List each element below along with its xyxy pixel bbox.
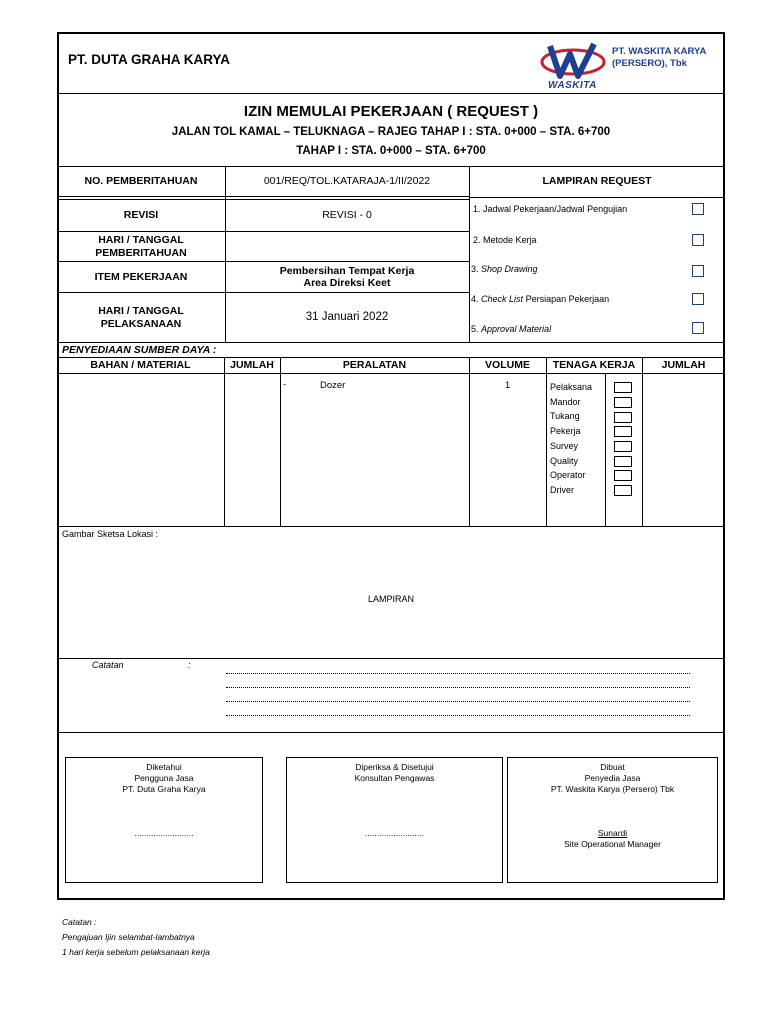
footer-note-line1: Catatan :	[62, 917, 97, 927]
sig1-line1: Diketahui	[146, 762, 182, 772]
hari-pelaksanaan-label-1: HARI / TANGGAL	[98, 305, 184, 318]
signature-box-pengguna-jasa	[65, 757, 263, 883]
col-tenaga-kerja: TENAGA KERJA	[552, 359, 636, 372]
tenaga-pelaksana: Pelaksana	[550, 382, 593, 392]
signature-box-konsultan	[286, 757, 503, 883]
sig3-name: Sunardi	[597, 828, 628, 838]
lampiran-checkbox-2[interactable]	[692, 234, 704, 246]
lampiran-item-text: Persiapan Pekerjaan	[525, 294, 610, 304]
lampiran-item-5	[471, 324, 551, 334]
tenaga-checkbox[interactable]	[614, 426, 632, 437]
sig1-line2: Pengguna Jasa	[134, 773, 194, 783]
hari-pelaksanaan-value: 31 Januari 2022	[305, 310, 389, 323]
tenaga-checkbox[interactable]	[614, 412, 632, 423]
sig2-sign-line: .........................	[364, 828, 425, 838]
col-jumlah-2: JUMLAH	[661, 359, 706, 372]
tenaga-checkbox[interactable]	[614, 382, 632, 393]
lampiran-item-num: 5.	[471, 324, 479, 334]
lampiran-item-italic: Check List	[481, 294, 524, 304]
sig3-role: Site Operational Manager	[564, 839, 661, 849]
tenaga-driver: Driver	[550, 484, 574, 495]
sig3-line2: Penyedia Jasa	[584, 773, 641, 783]
hari-pelaksanaan-label	[57, 293, 225, 342]
form-title: IZIN MEMULAI PEKERJAAN ( REQUEST )	[243, 103, 539, 120]
tenaga-survey: Survey	[550, 440, 579, 451]
lampiran-request-header: LAMPIRAN REQUEST	[542, 175, 652, 188]
tenaga-tukang: Tukang	[550, 411, 580, 422]
catatan-label: Catatan	[92, 660, 124, 670]
company-left-name: PT. DUTA GRAHA KARYA	[68, 52, 231, 67]
sig2-line2: Konsultan Pengawas	[354, 773, 435, 783]
form-subtitle-2: TAHAP I : STA. 0+000 – STA. 6+700	[296, 145, 486, 157]
lampiran-item-text: Metode Kerja	[483, 235, 537, 245]
tenaga-checkbox[interactable]	[614, 397, 632, 408]
lampiran-checkbox-1[interactable]	[692, 203, 704, 215]
signature-box-penyedia-jasa	[507, 757, 718, 883]
revisi-value: REVISI - 0	[322, 209, 372, 222]
catatan-line[interactable]	[226, 701, 690, 702]
tenaga-checkbox[interactable]	[614, 470, 632, 481]
tenaga-pekerja: Pekerja	[550, 426, 581, 437]
sig3-line3: PT. Waskita Karya (Persero) Tbk	[550, 784, 675, 794]
footer-note-line2: Pengajuan Ijin selambat-lambatnya	[62, 932, 195, 942]
tenaga-checkbox[interactable]	[614, 441, 632, 452]
item-pekerjaan-value-1: Pembersihan Tempat Kerja	[279, 264, 415, 277]
tenaga-mandor: Mandor	[550, 396, 581, 407]
sig2-line1: Diperiksa & Disetujui	[355, 762, 434, 772]
catatan-line[interactable]	[226, 715, 690, 716]
gambar-sketsa-label: Gambar Sketsa Lokasi :	[62, 529, 159, 539]
item-pekerjaan-value-2: Area Direksi Keet	[303, 277, 391, 289]
catatan-line[interactable]	[226, 687, 690, 688]
peralatan-dash: -	[283, 379, 287, 390]
revisi-label: REVISI	[123, 209, 159, 222]
hari-pelaksanaan-label-2: PELAKSANAAN	[100, 317, 182, 330]
tenaga-quality: Quality	[550, 455, 579, 466]
hari-pemberitahuan-label-1: HARI / TANGGAL	[98, 234, 184, 247]
col-jumlah: JUMLAH	[230, 359, 274, 372]
logo-wordmark: WASKITA	[548, 80, 597, 91]
col-volume: VOLUME	[485, 359, 530, 372]
item-pekerjaan-label: ITEM PEKERJAAN	[94, 270, 188, 283]
volume-value: 1	[504, 380, 511, 391]
catatan-line[interactable]	[226, 673, 690, 674]
lampiran-item-italic: Shop Drawing	[481, 264, 538, 274]
catatan-colon: :	[188, 660, 191, 670]
lampiran-item-italic: Approval Material	[481, 324, 552, 334]
no-pemberitahuan-value: 001/REQ/TOL.KATARAJA-1/II/2022	[263, 175, 431, 188]
tenaga-checkbox[interactable]	[614, 485, 632, 496]
sig1-sign-line: .........................	[134, 828, 194, 838]
lampiran-item-num: 2.	[473, 235, 481, 245]
lampiran-item-num: 3.	[471, 264, 479, 274]
lampiran-item-3	[471, 264, 538, 274]
lampiran-item-num: 1.	[473, 204, 481, 214]
lampiran-item-4	[471, 294, 609, 304]
col-bahan-material: BAHAN / MATERIAL	[90, 359, 191, 372]
company-right-line2: (PERSERO), Tbk	[612, 58, 687, 69]
footer-note-line3: 1 hari kerja sebelum pelaksanaan kerja	[62, 947, 210, 957]
lampiran-item-2	[473, 235, 537, 245]
lampiran-checkbox-3[interactable]	[692, 265, 704, 277]
item-pekerjaan-value	[225, 262, 469, 292]
tenaga-checkbox[interactable]	[614, 456, 632, 467]
penyediaan-sumber-daya-label: PENYEDIAAN SUMBER DAYA :	[62, 344, 217, 356]
peralatan-item: Dozer	[320, 380, 346, 391]
hari-pemberitahuan-label-2: PEMBERITAHUAN	[95, 246, 187, 259]
no-pemberitahuan-label: NO. PEMBERITAHUAN	[84, 175, 198, 188]
lampiran-item-text: Jadwal Pekerjaan/Jadwal Pengujian	[483, 204, 628, 214]
sketsa-lampiran: LAMPIRAN	[367, 594, 414, 604]
col-peralatan: PERALATAN	[342, 359, 407, 372]
lampiran-checkbox-5[interactable]	[692, 322, 704, 334]
lampiran-checkbox-4[interactable]	[692, 293, 704, 305]
footer-note	[62, 915, 210, 960]
hari-pemberitahuan-label	[57, 232, 225, 261]
sig1-line3: PT. Duta Graha Karya	[122, 784, 206, 794]
lampiran-item-num: 4.	[471, 294, 479, 304]
sig3-line1: Dibuat	[600, 762, 625, 772]
hari-pemberitahuan-value	[225, 232, 469, 261]
company-right-line1: PT. WASKITA KARYA	[612, 46, 707, 57]
tenaga-kerja-list	[550, 380, 592, 498]
form-subtitle: JALAN TOL KAMAL – TELUKNAGA – RAJEG TAHAP I : STA. 0+000 – STA. 6+700	[171, 126, 611, 138]
divider	[57, 93, 725, 94]
lampiran-item-1	[473, 204, 627, 214]
tenaga-operator: Operator	[550, 470, 586, 481]
